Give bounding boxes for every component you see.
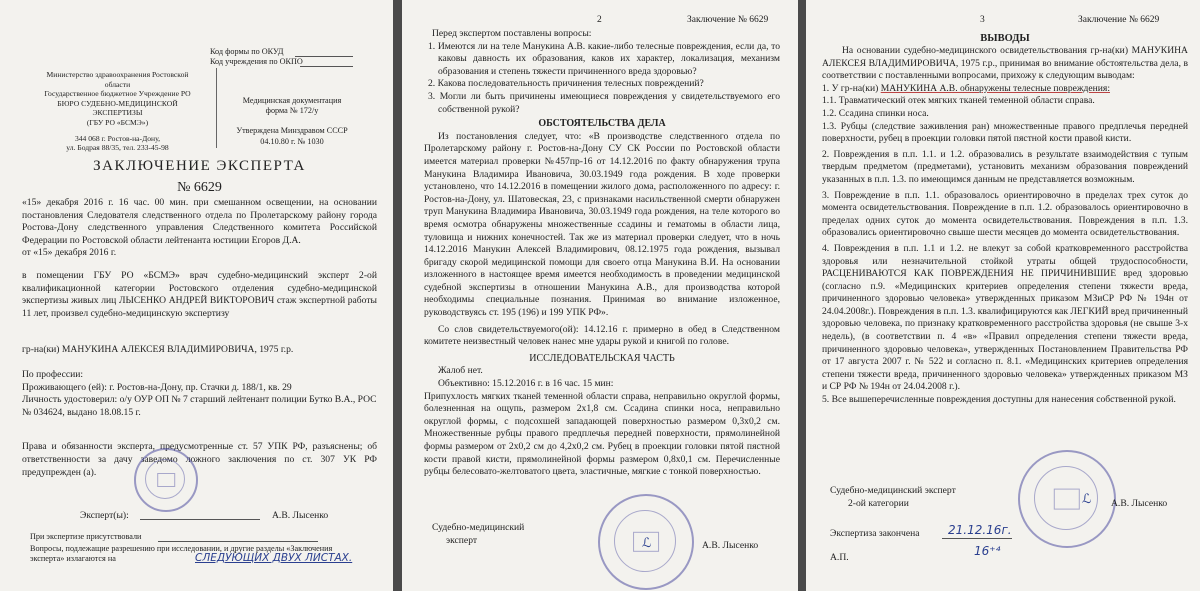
conclusion-2: 2. Повреждения в п.п. 1.1. и 1.2. образовались в результате взаимодействия с тупым твердым предметом (предметами), установить механизм образования повреждений указанных в п.п. 1.3. по имеющимся данным не представляется возможным. [822, 148, 1188, 185]
questions-intro: Перед экспертом поставлены вопросы: [432, 28, 592, 39]
expert-paragraph: в помещении ГБУ РО «БСМЭ» врач судебно-медицинский эксперт 2-ой квалификационной категории Ростовского отделения судебно-медицинской экспертизы живых лиц ЛЫСЕНКО АНДРЕЙ ВИКТОРОВИЧ стаж экспертной работы 11 лет, произвел судебно-медицинскую экспертизу [22, 269, 377, 319]
sign-role [432, 522, 524, 547]
conclusion-3: 3. Повреждение в п.п. 1.1. образовалось ориентировочно в пределах трех суток до момента освидетельствования. Повреждение в п.п. 1.2. образовалось ориентировочно в пределах одних суток до момента освидетельствования. Повреждения в п.п. 1.3. образовались ориентировочно свыше шести месяцев до момента освидетельствования. [822, 189, 1188, 239]
conclusions-title: ВЫВОДЫ [980, 33, 1030, 44]
conclusion-1-1: 1.1. Травматический отек мягких тканей теменной области справа. [822, 95, 1095, 107]
complaints-line: Жалоб нет. [438, 365, 483, 377]
identity-line: Личность удостоверил: о/у ОУР ОП № 7 старший лейтенант полиции Бутко В.А., РОС № 034624, выдано 18.08.15 г. [22, 394, 377, 418]
page2-body [424, 28, 780, 479]
org-line: БЮРО СУДЕБНО-МЕДИЦИНСКОЙ [57, 98, 178, 108]
residence-line: Проживающего (ей): г. Ростов-на-Дону, пр. Стачки д. 188/1, кв. 29 [22, 381, 292, 393]
seal-stamp [1018, 450, 1116, 548]
sign-role [830, 485, 956, 510]
document-page-1 [0, 0, 393, 591]
document-page-3 [806, 0, 1200, 591]
doc-form-line: форма № 172/у [265, 106, 319, 116]
present-underline [158, 541, 318, 542]
page-header: Заключение № 6629 [687, 15, 769, 25]
subject-line: гр-на(ки) МАНУКИНА АЛЕКСЕЯ ВЛАДИМИРОВИЧА, 1975 г.р. [22, 344, 294, 356]
conclusion-5: 5. Все вышеперечисленные повреждения доступны для нанесения собственной рукой. [822, 394, 1176, 406]
question-item: 1. Имеются ли на теле Манукина А.В. какие-либо телесные повреждения, если да, то каковы давность их образования, каков их характер, локализация, механизм образования и степень тяжести причиненного вреда здоровью? [428, 40, 780, 77]
research-title: ИССЛЕДОВАТЕЛЬСКАЯ ЧАСТЬ [529, 352, 675, 364]
date-underline [942, 538, 1012, 539]
circumstances-text: Из постановления следует, что: «В производстве следственного отдела по Пролетарскому району г. Ростов-на-Дону СУ СК России по Ростовской области имеется материал проверки №457пр-16 от 14.12.2016 по факту обнаружения трупа Манукина Владимира Ивановича, 30.03.1949 года рождения. В ходе проверки установлено, что 14.12.2016 в помещении жилого дома, расположенного по адресу: г. Ростов-на-Дону, ул. Шатовеская, 23, с признаками насильственной смерти обнаружен труп Манукина Владимира Ивановича, 30.03.1949 года рождения, на теле которого во время осмотра обнаружены множественные ссадины и гематомы в области лица, туловища и нижних конечностей. Так же из материал проверки следует, что в ночь 14.12.2016 Манукин Алексей Владимирович, 08.12.1975 года рождения, вызывал бригаду скорой медицинской помощи для своего отца Манукина В.И. На основании изложенного в настоящее время имеется необходимость в проведении медицинской судебной экспертизы в отношении Манукина А.В., для производства которой необходимы специальные познания. Принимая во внимание изложенное, руководствуясь ст. 195 (196) и 199 УПК РФ». [424, 130, 780, 319]
sign-role-line: 2-ой категории [848, 497, 909, 509]
okud-line [295, 56, 353, 57]
sign-role-line: Судебно-медицинский эксперт [830, 485, 956, 496]
conclusion-4: 4. Повреждения в п.п. 1.1 и 1.2. не влекут за собой кратковременного расстройства здоровья или незначительной стойкой утраты общей трудоспособности, РАСЦЕНИВАЮТСЯ КАК ПОВРЕЖДЕНИЯ НЕ ПРИЧИНИВШИЕ вред здоровью (согласно п.9. «Медицинских критериев определения степени тяжести вреда, причиненного здоровью человека» утвержденных приказом МЗиСР РФ № 194н от 24.04.2008г.). Повреждения в п.п. 1.3. квалифицируются как ЛЕГКИЙ вред причиненный здоровью человека, по признаку кратковременного расстройства здоровья (не свыше 3-х недель), (в соответствии п. 4 «в» «Правил определения степени тяжести вреда, причиненного здоровью человека», утвержденных Постановлением Правительства РФ от 17 августа 2007 г. № 522 и согласно п. 8.1. «Медицинских критериев определения степени тяжести вреда, причиненного здоровью человека» утвержденных приказом МЗ и СР РФ № 194н от 24.04.2008 г.). [822, 242, 1188, 393]
witness-statement: Со слов свидетельствуемого(ой): 14.12.16 г. примерно в обед в Следственном комитете неизвестный человек нанес мне удары рукой и книгой по голове. [424, 323, 780, 348]
conclusion-1 [822, 83, 1188, 96]
sheets-note: СЛЕДУЮЩИХ ДВУХ ЛИСТАХ. [195, 552, 353, 564]
profession-line: По профессии: [22, 368, 84, 380]
address-line: 344 068 г. Ростов-на-Дону, [74, 133, 161, 143]
page-header: Заключение № 6629 [1078, 15, 1160, 25]
question-item: 2. Какова последовательность причинения телесных повреждений? [428, 78, 704, 90]
initials: А.П. [830, 552, 849, 563]
question-item: 3. Могли ли быть причинены имеющиеся повреждения у свидетельствуемого его собственной рукой? [428, 90, 780, 115]
okpo-label: Код учреждения по ОКПО [210, 57, 303, 66]
document-page-2 [402, 0, 798, 591]
signature-mark: ℒ [642, 536, 652, 551]
approved-line: Утверждена Минздравом СССР [236, 126, 348, 136]
conclusion-1-prefix: 1. У гр-на(ки) [822, 82, 879, 94]
document-title: ЗАКЛЮЧЕНИЕ ЭКСПЕРТА [93, 158, 306, 174]
page3-body [822, 32, 1188, 407]
approved-line: 04.10.80 г. № 1030 [260, 136, 324, 146]
org-line: Государственное бюджетное Учреждение РО [44, 89, 191, 99]
page-number: 2 [597, 15, 602, 25]
document-form-block [222, 96, 362, 147]
sign-name: А.В. Лысенко [1111, 498, 1168, 509]
rights-paragraph: Права и обязанности эксперта, предусмотренные ст. 57 УПК РФ, разъяснены; об ответственности за дачу заведомо ложного заключения по ст. 307 УК РФ предупрежден (а). [22, 441, 377, 478]
org-line: (ГБУ РО «БСМЭ») [86, 117, 149, 127]
objective-findings: Припухлость мягких тканей теменной области справа, неправильно округлой формы, болезненная на ощупь, размером 2х1,8 см. Ссадина спинки носа, неправильно округлой формы, с подсохшей западающей поверхностью размером 0,3х0,2 см. Множественные рубцы правого предплечья передней поверхности, прямолинейной формы размером от 2х0,2 см до 4,2х0,2 см. Рубец в проекции головки пятой пястной кости правой кисти, прямолинейной формы размером 0,8х0,1 см. Перечисленные рубцы белесовато-желтоватого цвета, эластичные, мягкие с тонкой поверхностью. [424, 390, 780, 478]
questions-note: Вопросы, подлежащие разрешению при исследовании, и другие разделы «Заключения эксперта» излагаются на [30, 544, 333, 564]
sign-role-line: Судебно-медицинский [432, 522, 525, 533]
conclusion-1-highlight: МАНУКИНА А.В. обнаружены телесные повреждения: [880, 82, 1110, 94]
expert-sign-label: Эксперт(ы): [80, 510, 129, 521]
org-line: области [104, 79, 131, 89]
conclusion-1-2: 1.2. Ссадина спинки носа. [822, 107, 929, 119]
okpo-line [300, 66, 353, 67]
org-line: Министерство здравоохранения Ростовской [46, 70, 189, 79]
circumstances-title: ОБСТОЯТЕЛЬСТВА ДЕЛА [538, 118, 666, 130]
org-line: ЭКСПЕРТИЗЫ [92, 108, 143, 118]
address-line: ул. Бодрая 88/35, тел. 233-45-98 [66, 143, 169, 153]
sign-role-line: эксперт [446, 534, 478, 546]
conclusion-1-3: 1.3. Рубцы (следствие заживления ран) множественные правого предплечья передней поверхности, рубец в проекции головки пятой пястной кости правой кисти. [822, 120, 1188, 145]
expertise-finished-label: Экспертиза закончена [830, 528, 920, 539]
handwritten-mark: 16⁺⁴ [974, 544, 1001, 558]
header-divider [216, 68, 217, 148]
okud-label: Код формы по ОКУД [210, 47, 284, 56]
objective-line: Объективно: 15.12.2016 г. в 16 час. 15 мин: [438, 378, 614, 390]
expert-sign-name: А.В. Лысенко [272, 510, 329, 521]
doc-form-line: Медицинская документация [242, 96, 342, 105]
sign-name: А.В. Лысенко [702, 540, 759, 551]
basis-paragraph: «15» декабря 2016 г. 16 час. 00 мин. при смешанном освещении, на основании постановления Следователя следственного отдела по Пролетарскому району города Ростова-Дону следственного управления Следственного комитета Российской Федерации по Ростовской области лейтенанта юстиции Егоров Д.А. [22, 197, 377, 246]
basis-date: от «15» декабря 2016 г. [22, 247, 117, 259]
expertise-finished-date: 21.12.16г. [948, 523, 1012, 537]
conclusions-intro: На основании судебно-медицинского освидетельствования гр-на(ки) МАНУКИНА АЛЕКСЕЯ ВЛАДИМИРОВИЧА, 1975 г.р., принимая во внимание обстоятельства дела, в соответствии с поставленными вопросами, прихожу к следующим выводам: [822, 45, 1188, 82]
organization-block [30, 70, 205, 153]
signature-line [140, 519, 260, 520]
present-line: При экспертизе присутствовали [30, 532, 142, 541]
signature-mark: ℒ [1082, 492, 1092, 507]
document-number: № 6629 [177, 180, 222, 195]
seal-stamp [134, 448, 198, 512]
main-body [22, 197, 377, 479]
page-number: 3 [980, 15, 985, 25]
